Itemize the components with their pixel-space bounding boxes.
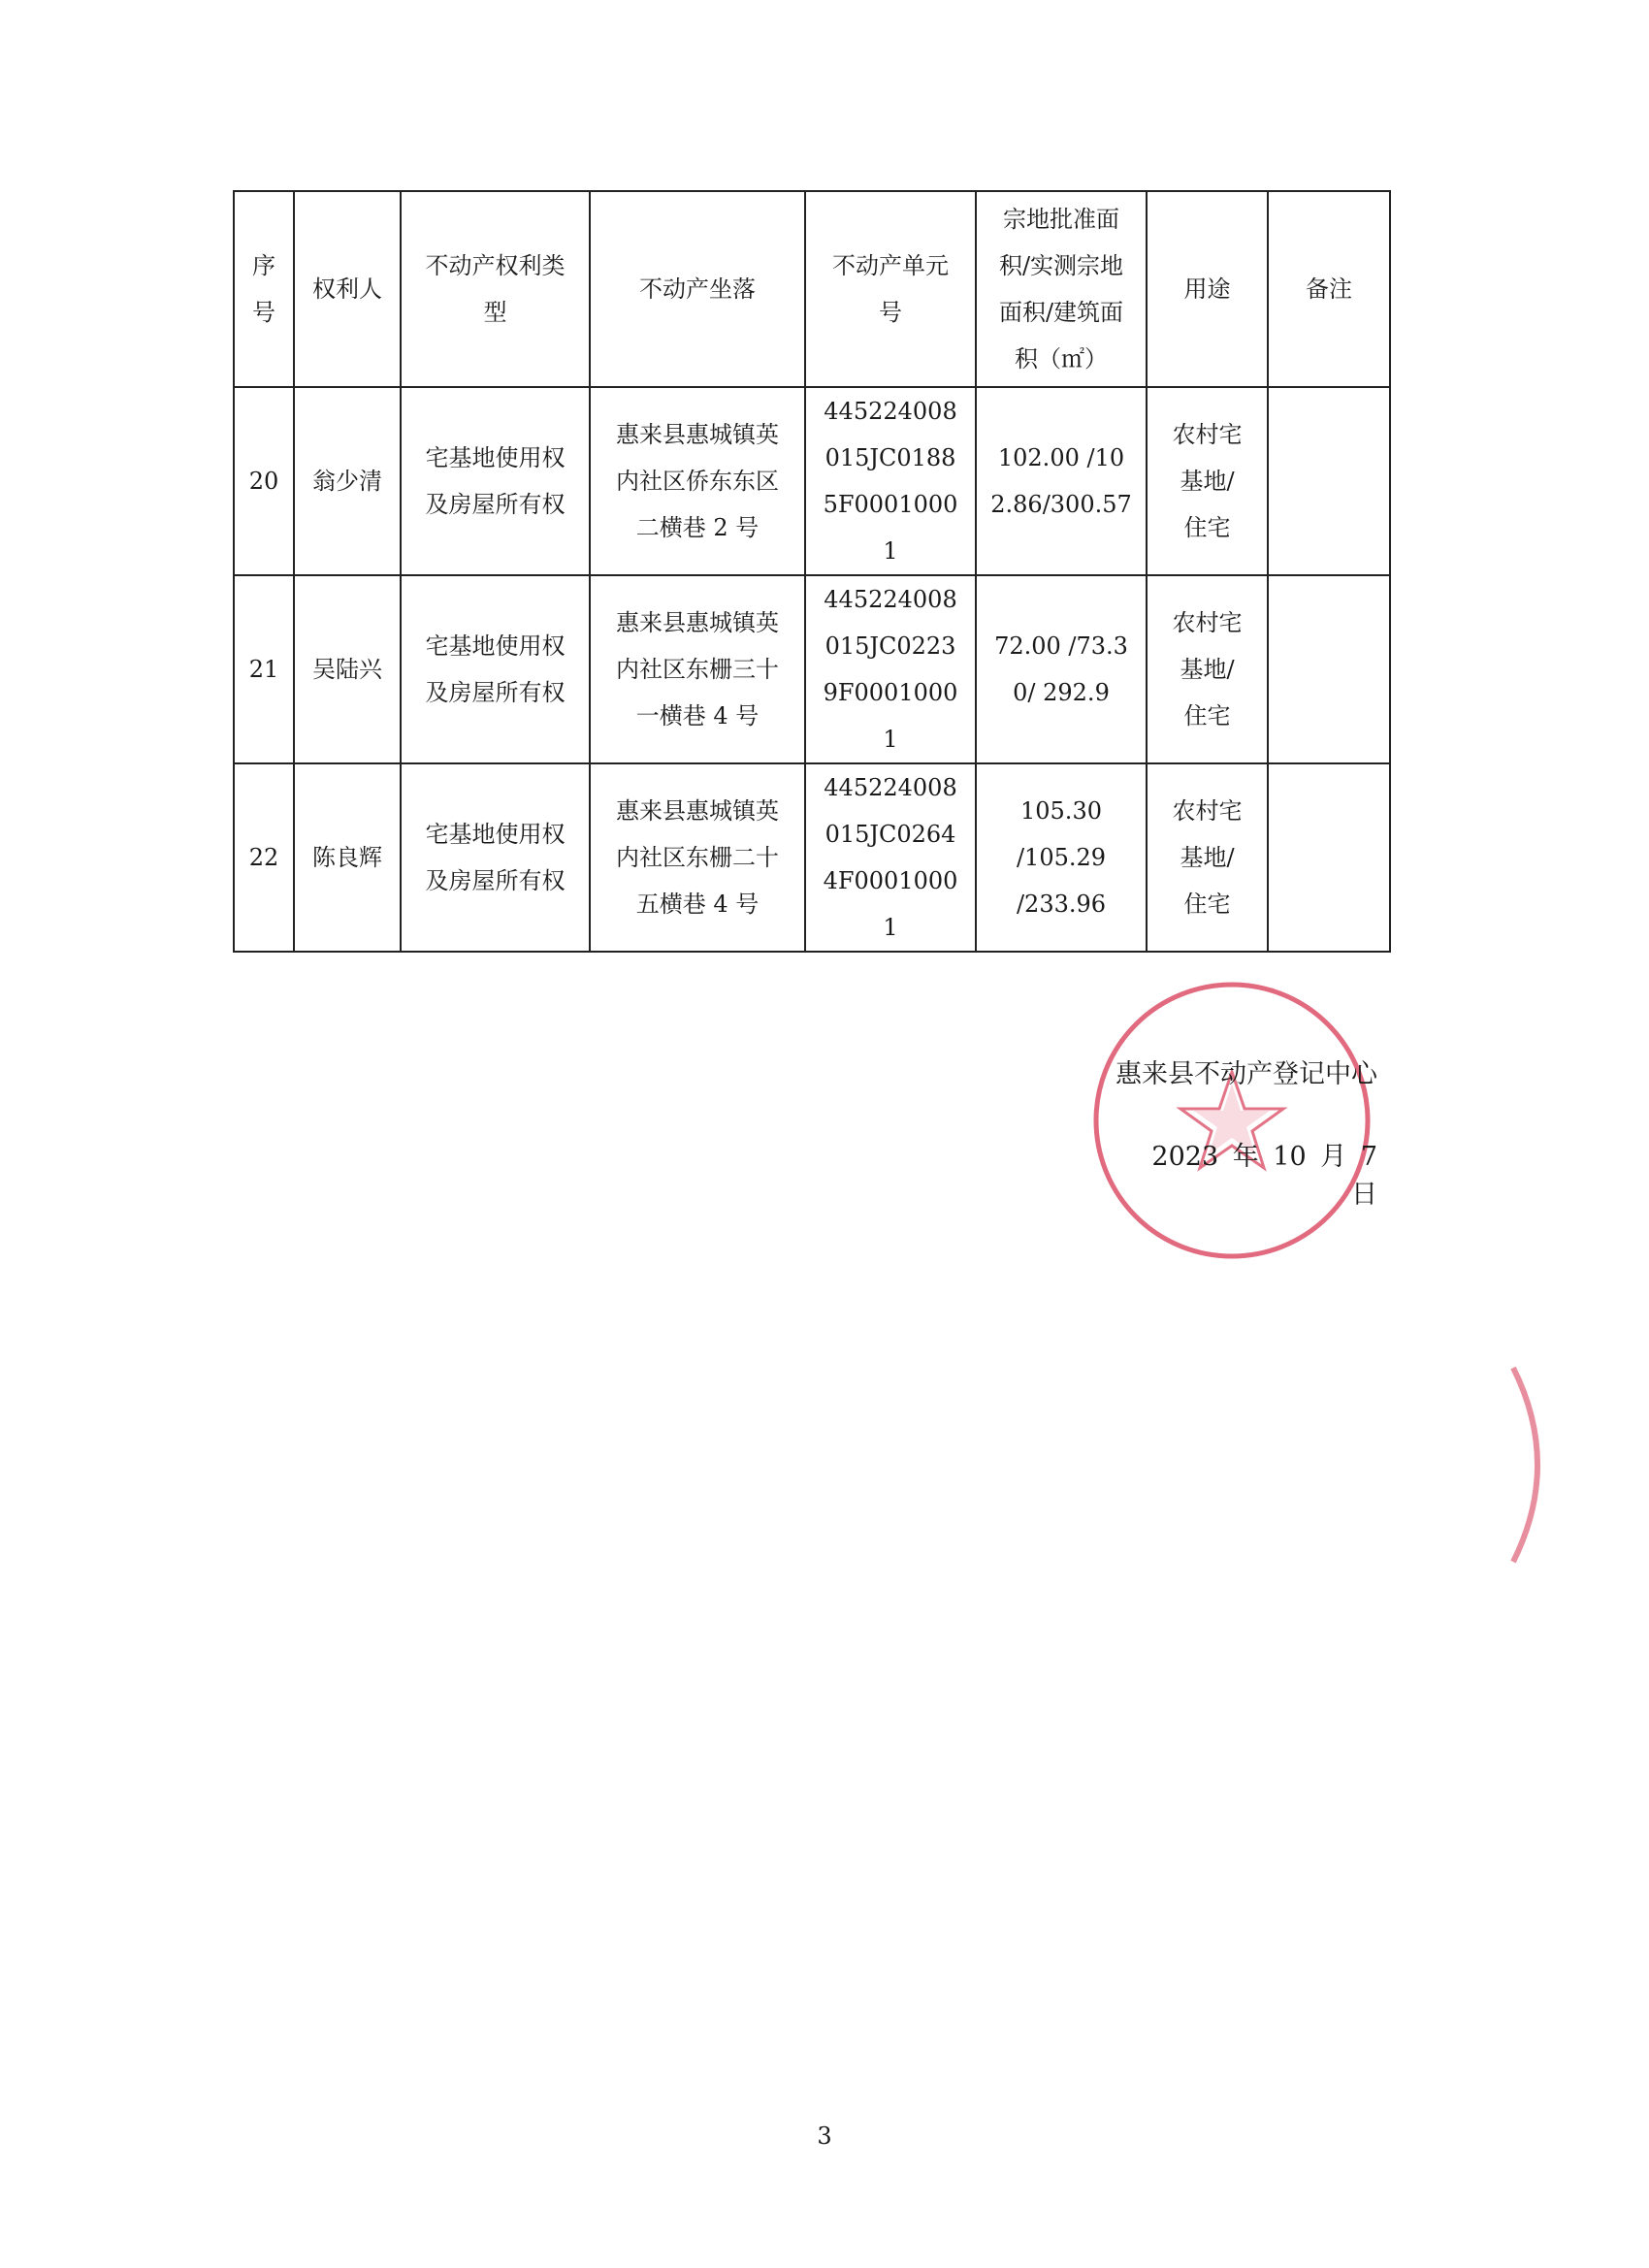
cell-owner: 翁少清 bbox=[294, 387, 401, 575]
cell-owner: 吴陆兴 bbox=[294, 575, 401, 763]
table-row bbox=[234, 387, 1390, 575]
cell-unit-no: 445224008015JC02644F00010001 bbox=[805, 763, 976, 952]
cell-usage: 农村宅基地/住宅 bbox=[1147, 763, 1268, 952]
page-number: 3 bbox=[817, 2122, 832, 2150]
table-row bbox=[234, 763, 1390, 952]
issuer-name: 惠来县不动产登记中心 bbox=[1116, 1059, 1377, 1089]
header-location: 不动产坐落 bbox=[590, 191, 805, 387]
cell-area: 72.00 /73.30/ 292.9 bbox=[976, 575, 1147, 763]
table-header-row bbox=[234, 191, 1390, 387]
edge-seal-fragment bbox=[1484, 1358, 1571, 1571]
issue-date: 2023 年 10 月 7 日 bbox=[1151, 1142, 1377, 1210]
cell-remark bbox=[1268, 575, 1390, 763]
header-usage: 用途 bbox=[1147, 191, 1268, 387]
header-remark: 备注 bbox=[1268, 191, 1390, 387]
official-seal bbox=[1082, 975, 1382, 1266]
header-index: 序号 bbox=[234, 191, 294, 387]
cell-unit-no: 445224008015JC01885F00010001 bbox=[805, 387, 976, 575]
header-right-type: 不动产权利类型 bbox=[401, 191, 590, 387]
cell-unit-no: 445224008015JC02239F00010001 bbox=[805, 575, 976, 763]
cell-remark bbox=[1268, 763, 1390, 952]
cell-right-type: 宅基地使用权及房屋所有权 bbox=[401, 575, 590, 763]
header-owner: 权利人 bbox=[294, 191, 401, 387]
table-row bbox=[234, 575, 1390, 763]
cell-right-type: 宅基地使用权及房屋所有权 bbox=[401, 763, 590, 952]
cell-location: 惠来县惠城镇英内社区东栅三十一横巷 4 号 bbox=[590, 575, 805, 763]
cell-usage: 农村宅基地/住宅 bbox=[1147, 575, 1268, 763]
cell-area: 105.30 /105.29 /233.96 bbox=[976, 763, 1147, 952]
header-area: 宗地批准面积/实测宗地面积/建筑面积（㎡） bbox=[976, 191, 1147, 387]
cell-index: 21 bbox=[234, 575, 294, 763]
cell-area: 102.00 /102.86/300.57 bbox=[976, 387, 1147, 575]
cell-index: 22 bbox=[234, 763, 294, 952]
property-table bbox=[233, 190, 1391, 953]
cell-remark bbox=[1268, 387, 1390, 575]
cell-location: 惠来县惠城镇英内社区侨东东区二横巷 2 号 bbox=[590, 387, 805, 575]
cell-index: 20 bbox=[234, 387, 294, 575]
cell-right-type: 宅基地使用权及房屋所有权 bbox=[401, 387, 590, 575]
cell-location: 惠来县惠城镇英内社区东栅二十五横巷 4 号 bbox=[590, 763, 805, 952]
header-unit-no: 不动产单元号 bbox=[805, 191, 976, 387]
cell-usage: 农村宅基地/住宅 bbox=[1147, 387, 1268, 575]
cell-owner: 陈良辉 bbox=[294, 763, 401, 952]
